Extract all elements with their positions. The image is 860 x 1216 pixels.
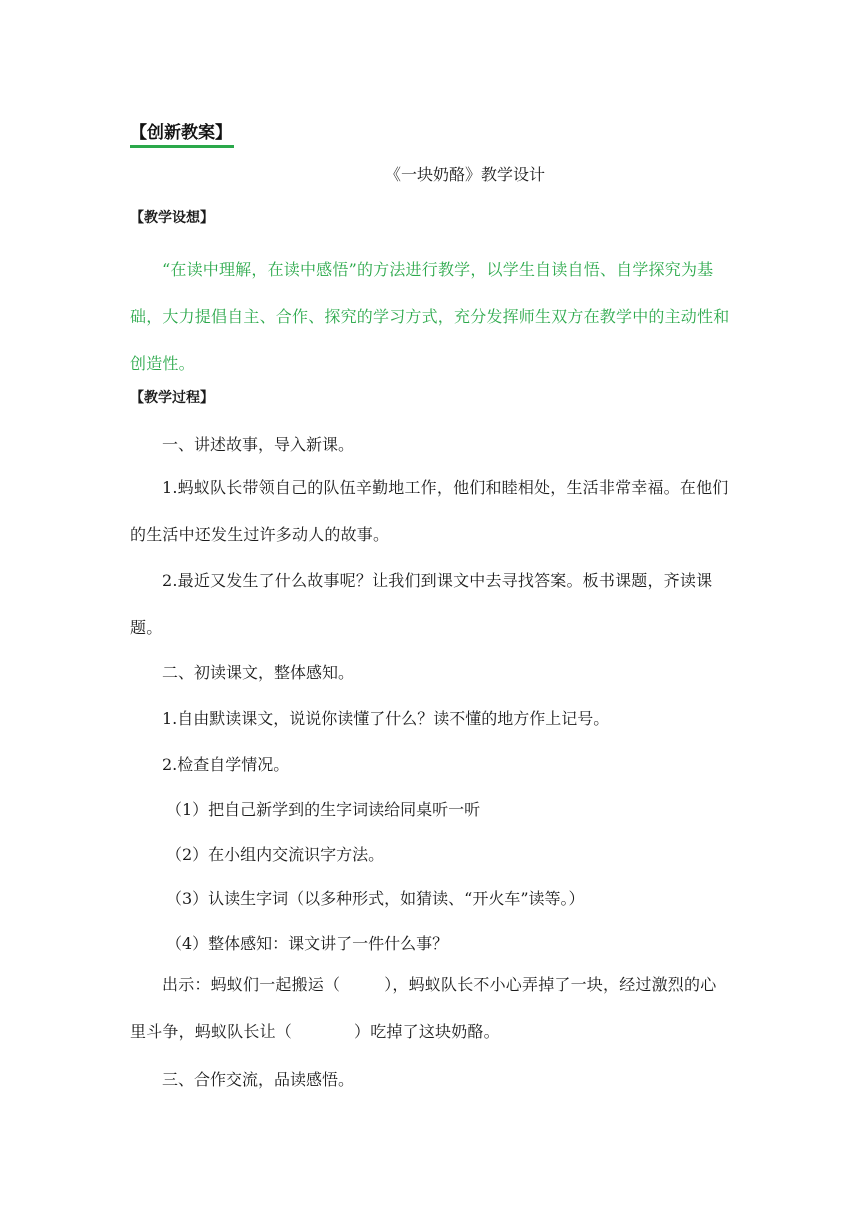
sub-item-1: （1）把自己新学到的生字词读给同桌听一听 [166,800,481,819]
innovation-tag: 【创新教案】 [130,118,234,148]
fill-in-blank-paragraph [130,961,732,1055]
document-title: 《一块奶酪》教学设计 [384,165,545,184]
step-3-heading: 三、合作交流，品读感悟。 [162,1070,355,1089]
sub-item-2: （2）在小组内交流识字方法。 [166,845,385,864]
section-heading-process: 【教学过程】 [130,390,214,406]
sub-item-3: （3）认读生字词（以多种形式，如猜读、“开火车”读等。） [166,889,585,908]
step-1-heading: 一、讲述故事，导入新课。 [162,435,355,454]
fill-in-part-c: ）吃掉了这块奶酪。 [354,1022,500,1041]
section-heading-idea: 【教学设想】 [130,210,214,226]
fill-in-part-b: ），蚂蚁队长不小心弄掉了一块，经过激烈的心里斗争，蚂蚁队长让（ [130,975,717,1041]
step-1-paragraph-1: 1.蚂蚁队长带领自己的队伍辛勤地工作，他们和睦相处，生活非常幸福。在他们的生活中还发生过许多动人的故事。 [130,478,729,544]
step-2-paragraph-2: 2.检查自学情况。 [162,755,290,774]
step-1-paragraph-2: 2.最近又发生了什么故事呢？让我们到课文中去寻找答案。板书课题，齐读课题。 [130,571,713,637]
sub-item-4: （4）整体感知：课文讲了一件什么事？ [166,934,449,953]
step-2-heading: 二、初读课文，整体感知。 [162,663,355,682]
step-2-paragraph-1: 1.自由默读课文，说说你读懂了什么？读不懂的地方作上记号。 [162,709,610,728]
fill-in-part-a: 出示：蚂蚁们一起搬运（ [162,975,341,994]
idea-paragraph: “在读中理解，在读中感悟”的方法进行教学，以学生自读自悟、自学探究为基础，大力提倡自主、合作、探究的学习方式，充分发挥师生双方在教学中的主动性和创造性。 [130,260,730,373]
